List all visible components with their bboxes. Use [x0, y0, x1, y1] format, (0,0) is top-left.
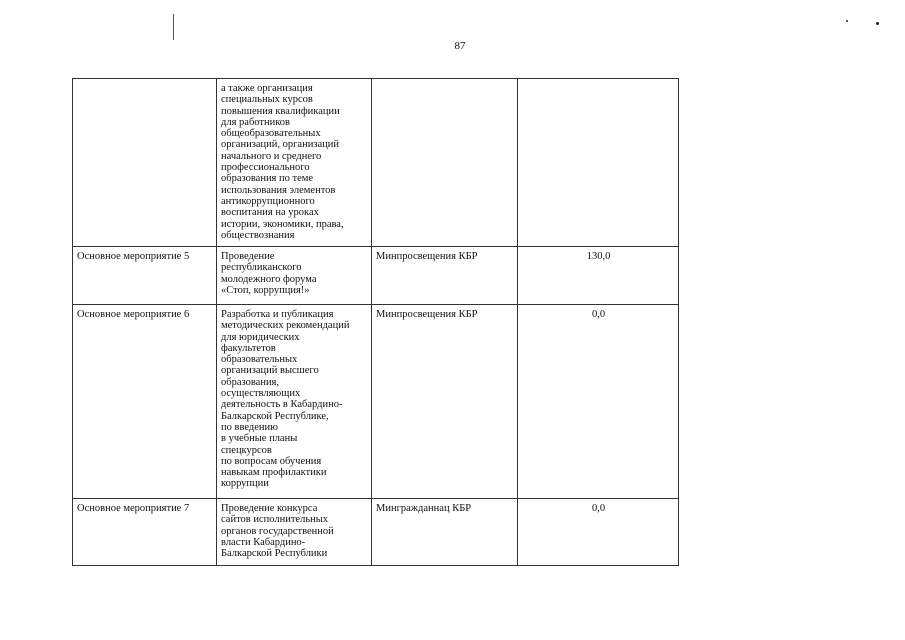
- event-cell: [73, 305, 217, 499]
- description-cell: [217, 499, 372, 566]
- executor-name: Минпросвещения КБР: [376, 251, 478, 262]
- amount-value: 0,0: [591, 503, 606, 514]
- amount-cell: [518, 247, 679, 305]
- executor-cell: [372, 247, 518, 305]
- table-row: [73, 247, 679, 305]
- amount-value: 0,0: [591, 309, 606, 320]
- description-cell: [217, 305, 372, 499]
- event-cell: [73, 499, 217, 566]
- event-description: а также организация специальных курсов повышения квалификации для работников общеобразовательных организаций, организаций начального и среднего профессионального образования по теме использования элементов антикоррупционного воспитания на уроках истории, экономики, права, обществознания: [221, 83, 344, 241]
- executor-name: Мингражданнац КБР: [376, 503, 472, 514]
- event-cell: [73, 247, 217, 305]
- table-row: [73, 79, 679, 247]
- measures-table: [72, 78, 679, 566]
- executor-cell: [372, 499, 518, 566]
- executor-cell: [372, 79, 518, 247]
- table-row: [73, 305, 679, 499]
- event-description: Разработка и публикация методических рекомендаций для юридических факультетов образовательных организаций высшего образования, осуществляющих деятельность в Кабардино- Балкарской Республике, по введению в учебные планы спецкурсов по вопросам обучения навыкам профилактики коррупции: [221, 309, 350, 490]
- scan-artifact-dot: [846, 20, 848, 22]
- table-row: [73, 499, 679, 566]
- scan-artifact-dot: [876, 22, 879, 25]
- event-cell: [73, 79, 217, 247]
- description-cell: [217, 79, 372, 247]
- amount-value: 130,0: [586, 251, 611, 262]
- event-name: Основное мероприятие 7: [77, 503, 190, 514]
- executor-name: Минпросвещения КБР: [376, 309, 478, 320]
- description-cell: [217, 247, 372, 305]
- event-name: Основное мероприятие 5: [77, 251, 190, 262]
- executor-cell: [372, 305, 518, 499]
- scan-artifact-line: [173, 14, 174, 40]
- amount-cell: [518, 499, 679, 566]
- event-name: Основное мероприятие 6: [77, 309, 190, 320]
- event-description: Проведение республиканского молодежного форума «Стоп, коррупция!»: [221, 251, 317, 296]
- page-number: 87: [454, 40, 466, 52]
- amount-cell: [518, 79, 679, 247]
- amount-cell: [518, 305, 679, 499]
- event-description: Проведение конкурса сайтов исполнительных органов государственной власти Кабардино- Балкарской Республики: [221, 503, 334, 560]
